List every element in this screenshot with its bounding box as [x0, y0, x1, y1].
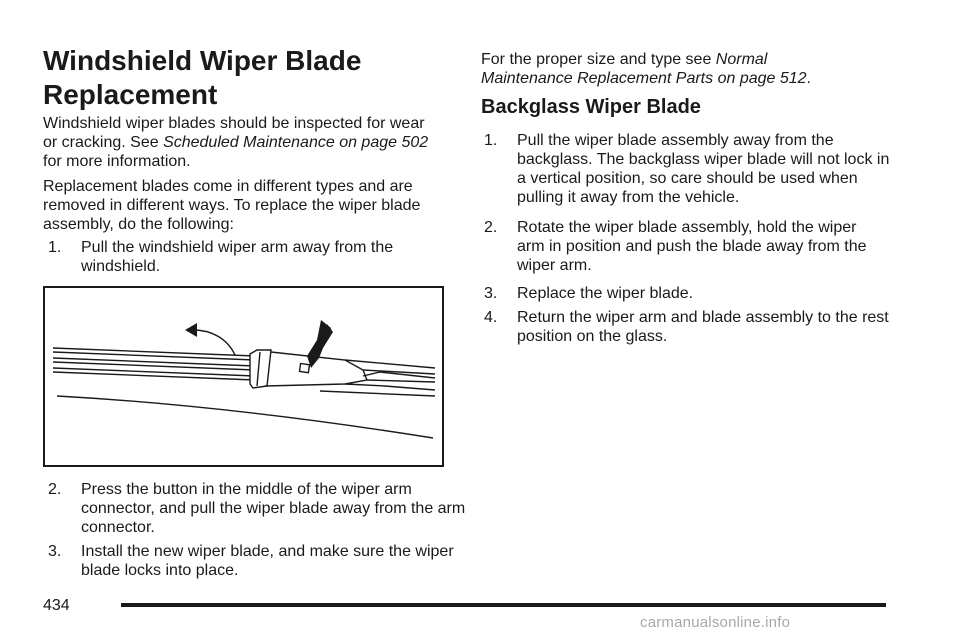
intro-paragraph: Windshield wiper blades should be inspected for wear or cracking. See Scheduled Maintenance on page 502 for more information. [43, 115, 429, 170]
list-item: 1. Pull the wiper blade assembly away from the backglass. The backglass wiper blade will not lock in a vertical position, so care should be used when pulling it away from the vehicle. [484, 132, 890, 206]
section-heading: Backglass Wiper Blade [481, 96, 701, 118]
wiper-arm-diagram [45, 288, 442, 465]
body-paragraph: Replacement blades come in different types and are removed in different ways. To replace the wiper blade assembly, do the following: [43, 178, 421, 233]
list-item: 3. Install the new wiper blade, and make sure the wiper blade locks into place. [48, 543, 454, 579]
footer-rule [121, 603, 886, 607]
list-item: 2. Rotate the wiper blade assembly, hold the wiper arm in position and push the blade away from the wiper arm. [484, 219, 867, 274]
curved-arrow-head [185, 323, 197, 337]
page-number: 434 [43, 597, 70, 614]
list-item: 4. Return the wiper arm and blade assembly to the rest position on the glass. [484, 309, 889, 345]
list-item: 3. Replace the wiper blade. [484, 285, 694, 302]
watermark: carmanualsonline.info [640, 614, 791, 631]
wiper-illustration [43, 286, 444, 467]
cross-reference: Normal Maintenance Replacement Parts on page 512 [481, 51, 807, 87]
section-title: Windshield Wiper Blade Replacement [43, 45, 362, 110]
intro-paragraph: For the proper size and type see Normal Maintenance Replacement Parts on page 512. [481, 51, 811, 87]
list-item: 2. Press the button in the middle of the wiper arm connector, and pull the wiper blade away from the arm connector. [48, 481, 466, 536]
list-item: 1. Pull the windshield wiper arm away from the windshield. [48, 239, 394, 275]
cross-reference: Scheduled Maintenance on page 502 [163, 134, 429, 151]
